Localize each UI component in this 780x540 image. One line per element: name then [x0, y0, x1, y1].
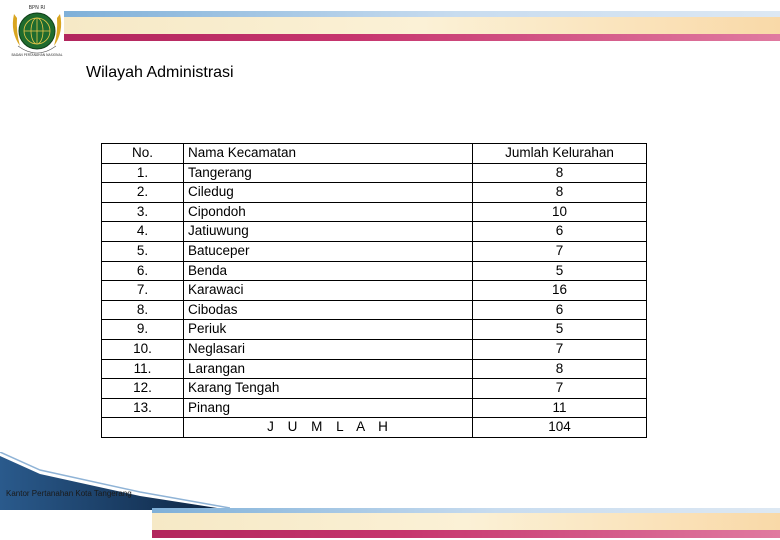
row-no: 11.	[102, 359, 184, 379]
footer-stripe-cream	[152, 513, 780, 530]
table-row	[102, 202, 647, 222]
row-name: Larangan	[184, 359, 473, 379]
row-name: Benda	[184, 261, 473, 281]
row-count: 5	[473, 320, 647, 340]
row-name: Neglasari	[184, 339, 473, 359]
total-label: J U M L A H	[184, 418, 473, 438]
header-name: Nama Kecamatan	[184, 144, 473, 164]
row-no: 9.	[102, 320, 184, 340]
row-name: Tangerang	[184, 163, 473, 183]
row-name: Karang Tengah	[184, 379, 473, 399]
row-no: 12.	[102, 379, 184, 399]
row-name: Periuk	[184, 320, 473, 340]
table-row	[102, 163, 647, 183]
row-no: 7.	[102, 281, 184, 301]
table-row	[102, 222, 647, 242]
header-banner	[64, 11, 780, 43]
row-count: 16	[473, 281, 647, 301]
total-value: 104	[473, 418, 647, 438]
header-no: No.	[102, 144, 184, 164]
table-row	[102, 281, 647, 301]
page-title: Wilayah Administrasi	[86, 64, 234, 81]
row-name: Karawaci	[184, 281, 473, 301]
row-count: 5	[473, 261, 647, 281]
row-name: Cibodas	[184, 300, 473, 320]
footer-banner	[152, 508, 780, 540]
table-row	[102, 320, 647, 340]
logo-top-text: BPN RI	[28, 5, 46, 11]
table-row	[102, 183, 647, 203]
row-count: 7	[473, 339, 647, 359]
total-empty-cell	[102, 418, 184, 438]
row-count: 8	[473, 359, 647, 379]
row-name: Batuceper	[184, 241, 473, 261]
footer-office-name: Kantor Pertanahan Kota Tangerang	[6, 489, 132, 498]
row-count: 10	[473, 202, 647, 222]
header-stripe-magenta	[64, 34, 780, 41]
footer-stripe-magenta	[152, 530, 780, 538]
table-row	[102, 398, 647, 418]
row-no: 13.	[102, 398, 184, 418]
row-name: Jatiuwung	[184, 222, 473, 242]
kecamatan-table	[101, 143, 647, 438]
row-count: 7	[473, 379, 647, 399]
row-no: 2.	[102, 183, 184, 203]
table-row	[102, 300, 647, 320]
table-row	[102, 339, 647, 359]
row-name: Ciledug	[184, 183, 473, 203]
row-count: 6	[473, 300, 647, 320]
header-stripe-cream	[64, 17, 780, 34]
agency-emblem-icon	[8, 2, 66, 58]
row-count: 8	[473, 163, 647, 183]
row-no: 6.	[102, 261, 184, 281]
table-row	[102, 261, 647, 281]
table-total-row	[102, 418, 647, 438]
table-row	[102, 241, 647, 261]
row-name: Pinang	[184, 398, 473, 418]
row-count: 7	[473, 241, 647, 261]
row-count: 8	[473, 183, 647, 203]
table-header-row	[102, 144, 647, 164]
row-no: 1.	[102, 163, 184, 183]
row-no: 10.	[102, 339, 184, 359]
row-no: 5.	[102, 241, 184, 261]
logo-ring-text: BADAN PERTANAHAN NASIONAL	[11, 53, 63, 57]
row-name: Cipondoh	[184, 202, 473, 222]
row-count: 6	[473, 222, 647, 242]
row-count: 11	[473, 398, 647, 418]
row-no: 4.	[102, 222, 184, 242]
header-count: Jumlah Kelurahan	[473, 144, 647, 164]
table-row	[102, 379, 647, 399]
table-row	[102, 359, 647, 379]
footer-wedge	[0, 452, 230, 512]
row-no: 8.	[102, 300, 184, 320]
row-no: 3.	[102, 202, 184, 222]
